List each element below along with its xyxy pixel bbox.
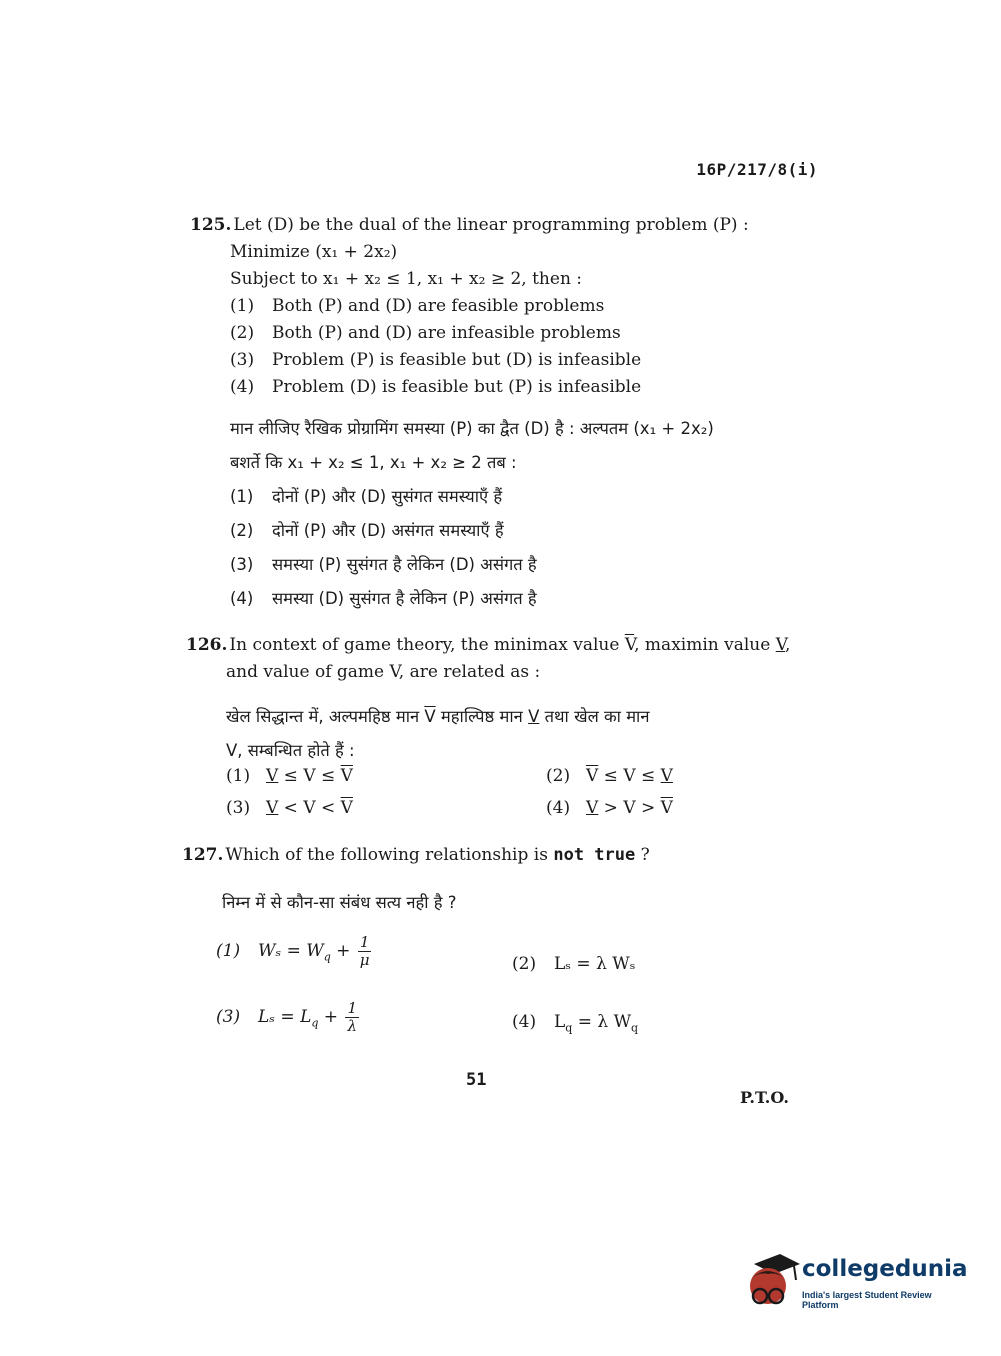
objective-line: Minimize (x₁ + 2x₂) <box>230 242 398 262</box>
paper-code: 16P/217/8(i) <box>696 160 818 179</box>
fraction: $\frac{1}{\lambda}$ <box>347 998 358 1035</box>
brand-name: collegedunia <box>802 1256 968 1282</box>
question-number: 125. <box>190 215 232 235</box>
question-number: 127. <box>182 845 224 865</box>
option-2: (2) Both (P) and (D) are infeasible problems <box>230 323 621 343</box>
pto-label: P.T.O. <box>740 1088 789 1107</box>
option-1: (1) Both (P) and (D) are feasible problems <box>230 296 605 316</box>
emphasis-not-true: not true <box>553 845 636 865</box>
question-126-hindi <box>186 700 836 768</box>
option-4: (4) $V > V > \overline{V}$ <box>546 798 673 818</box>
option-4: (4) Problem (D) is feasible but (P) is infeasible <box>230 377 642 397</box>
question-127-options <box>216 930 656 1048</box>
fraction: $\frac{1}{\mu}$ <box>359 932 370 969</box>
question-127: 127. Which of the following relationship is not true ? <box>182 845 650 865</box>
option-2: (2) Lₛ = λ Wₛ <box>512 953 636 974</box>
hindi-option-4: (4) समस्या (D) सुसंगत है लेकिन (P) असंगत है <box>230 589 537 608</box>
option-1: (1) $V \le V \le \overline{V}$ <box>226 766 353 786</box>
option-3: (3) Problem (P) is feasible but (D) is infeasible <box>230 350 642 370</box>
option-3: (3) $V < V < \overline{V}$ <box>226 798 353 818</box>
stem-line-2: and value of game V, are related as : <box>226 662 541 682</box>
hindi-option-3: (3) समस्या (P) सुसंगत है लेकिन (D) असंगत है <box>230 555 537 574</box>
option-2: (2) $\overline{V} \le V \le V$ <box>546 766 673 786</box>
constraint-line: Subject to x₁ + x₂ ≤ 1, x₁ + x₂ ≥ 2, then : <box>230 269 583 289</box>
minimax-symbol: $\overline{V}$ <box>624 635 635 655</box>
question-number: 126. <box>186 635 228 655</box>
option-1: (1) $W_s = W_q$ + $\frac{1}{\mu}$ <box>216 932 370 969</box>
question-125 <box>190 212 830 401</box>
question-125-hindi <box>190 412 830 616</box>
brand-tagline: India's largest Student Review Platform <box>802 1290 932 1310</box>
option-3: (3) $L_s = L_q$ + $\frac{1}{\lambda}$ <box>216 998 358 1035</box>
brand-logo <box>740 1250 970 1312</box>
hindi-stem: निम्न में से कौन-सा संबंध सत्य नही है ? <box>222 893 457 912</box>
hindi-option-2: (2) दोनों (P) और (D) असंगत समस्याएँ हैं <box>230 521 504 540</box>
question-126: 126. In context of game theory, the minimax value $\overline{V}$, maximin value V, and value of game V, are related as : <box>186 632 836 686</box>
maximin-symbol: V <box>775 635 786 655</box>
option-4: (4) $L_q = \lambda$ $W_q$ <box>512 1011 639 1035</box>
hindi-stem-2: V, सम्बन्धित होते हैं : <box>226 741 355 760</box>
hindi-stem: खेल सिद्धान्त में, अल्पमहिष्ठ मान $\overline{V}$ महाल्पिष्ठ मान V तथा खेल का मान <box>226 707 650 726</box>
question-126-options <box>186 760 836 824</box>
question-stem: Let (D) be the dual of the linear programming problem (P) : <box>233 215 749 235</box>
mascot-icon <box>740 1250 800 1312</box>
question-127-hindi <box>182 886 832 920</box>
hindi-stem-2: बशर्ते कि x₁ + x₂ ≤ 1, x₁ + x₂ ≥ 2 तब : <box>230 453 517 472</box>
hindi-stem-1: मान लीजिए रैखिक प्रोग्रामिंग समस्या (P) का द्वैत (D) है : अल्पतम (x₁ + 2x₂) <box>230 419 714 438</box>
hindi-option-1: (1) दोनों (P) और (D) सुसंगत समस्याएँ हैं <box>230 487 503 506</box>
page-number: 51 <box>466 1070 487 1090</box>
